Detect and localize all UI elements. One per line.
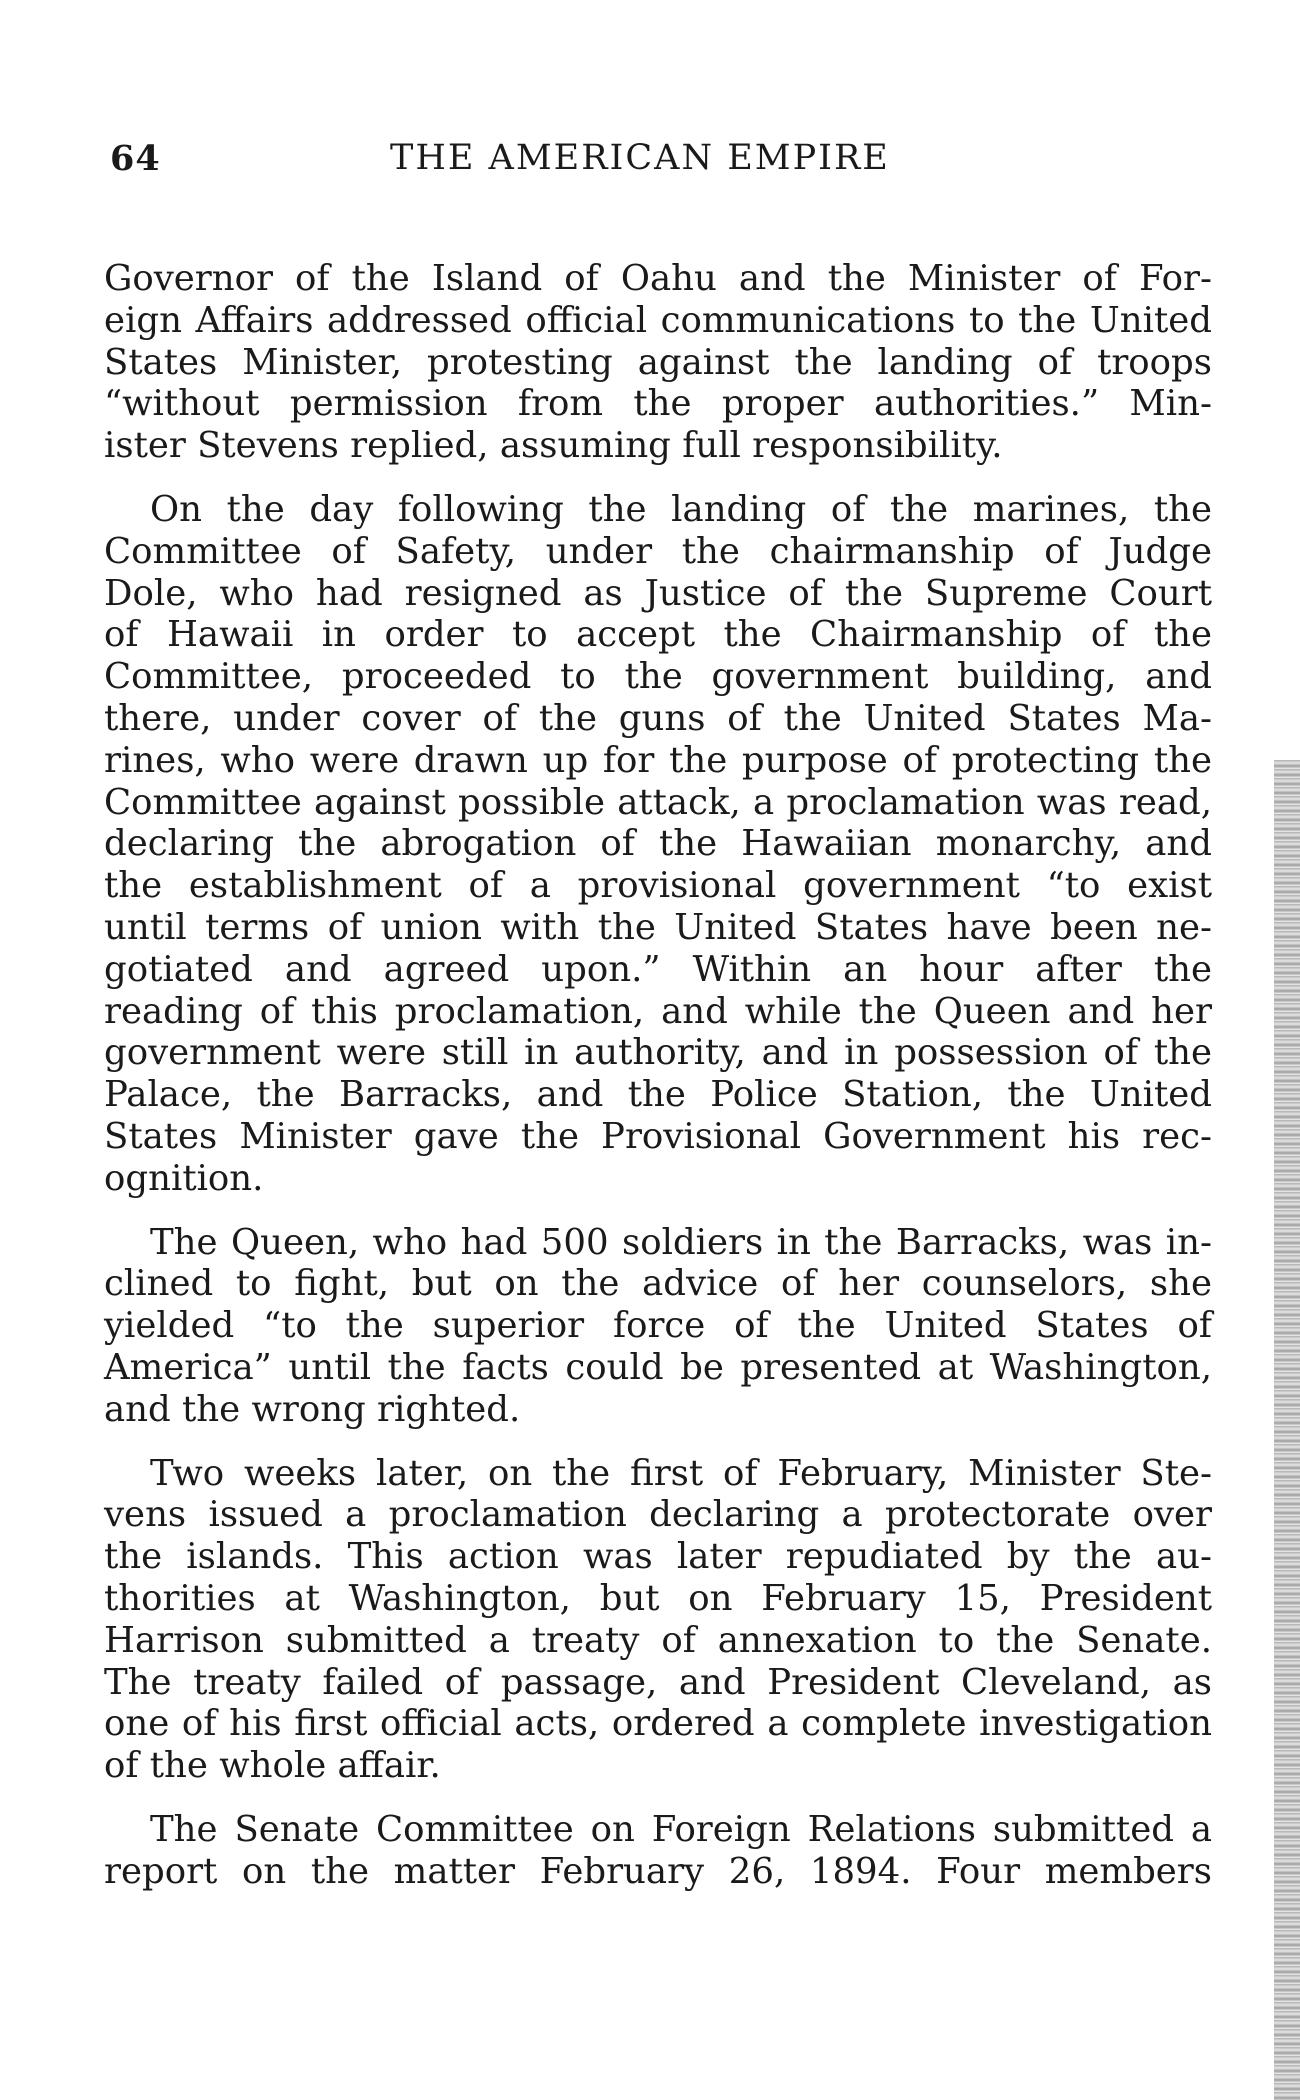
text-line: Dole, who had resigned as Justice of the Supreme Court [104, 572, 1212, 614]
text-line: of Hawaii in order to accept the Chairmanship of the [104, 614, 1212, 656]
text-line: reading of this proclamation, and while the Queen and her [104, 990, 1212, 1032]
text-line: until terms of union with the United States have been ne- [104, 906, 1212, 948]
text-line: rines, who were drawn up for the purpose of protecting the [104, 739, 1212, 781]
text-line: Committee against possible attack, a proclamation was read, [104, 781, 1212, 823]
text-line: yielded “to the superior force of the United States of [104, 1305, 1212, 1347]
running-title: THE AMERICAN EMPIRE [390, 138, 890, 178]
paragraph-2 [104, 489, 1212, 1200]
text-line: the islands. This action was later repudiated by the au- [104, 1536, 1212, 1578]
text-line: States Minister, protesting against the landing of troops [104, 341, 1212, 383]
body-text [104, 258, 1212, 1914]
text-line: vens issued a proclamation declaring a protectorate over [104, 1494, 1212, 1536]
text-line: On the day following the landing of the marines, the [150, 488, 1212, 530]
text-line: The Queen, who had 500 soldiers in the Barracks, was in- [150, 1221, 1212, 1263]
paragraph-3 [104, 1222, 1212, 1431]
text-line: ister Stevens replied, assuming full responsibility. [104, 425, 1003, 467]
text-line: Governor of the Island of Oahu and the Minister of For- [104, 258, 1212, 299]
text-line: eign Affairs addressed official communications to the United [104, 299, 1212, 341]
text-line: one of his first official acts, ordered a complete investigation [104, 1703, 1212, 1745]
text-line: Two weeks later, on the first of February, Minister Ste- [150, 1452, 1212, 1494]
text-line: ognition. [104, 1157, 264, 1199]
text-line: Harrison submitted a treaty of annexation to the Senate. [104, 1619, 1212, 1661]
text-line: Palace, the Barracks, and the Police Station, the United [104, 1074, 1212, 1116]
paragraph-1 [104, 258, 1212, 467]
text-line: the establishment of a provisional government “to exist [104, 865, 1212, 907]
page-number: 64 [110, 138, 161, 179]
text-line: “without permission from the proper authorities.” Min- [104, 383, 1212, 425]
text-line: The Senate Committee on Foreign Relations submitted a [150, 1808, 1212, 1850]
text-line: thorities at Washington, but on February 15, President [104, 1577, 1212, 1619]
text-line: declaring the abrogation of the Hawaiian monarchy, and [104, 823, 1212, 865]
text-line: The treaty failed of passage, and President Cleveland, as [104, 1661, 1212, 1703]
text-line: Committee, proceeded to the government building, and [104, 656, 1212, 698]
text-line: of the whole affair. [104, 1745, 441, 1787]
text-line: government were still in authority, and in possession of the [104, 1032, 1212, 1074]
running-head [110, 138, 1200, 188]
text-line: America” until the facts could be presented at Washington, [104, 1346, 1212, 1388]
paragraph-4 [104, 1453, 1212, 1787]
text-line: report on the matter February 26, 1894. Four members [104, 1850, 1212, 1892]
text-line: States Minister gave the Provisional Government his rec- [104, 1115, 1212, 1157]
text-line: and the wrong righted. [104, 1388, 521, 1430]
text-line: Committee of Safety, under the chairmanship of Judge [104, 530, 1212, 572]
page-edge-shadow [1274, 760, 1300, 2100]
text-line: clined to fight, but on the advice of her counselors, she [104, 1263, 1212, 1305]
text-line: there, under cover of the guns of the United States Ma- [104, 697, 1212, 739]
paragraph-5 [104, 1809, 1212, 1893]
text-line: gotiated and agreed upon.” Within an hour after the [104, 948, 1212, 990]
